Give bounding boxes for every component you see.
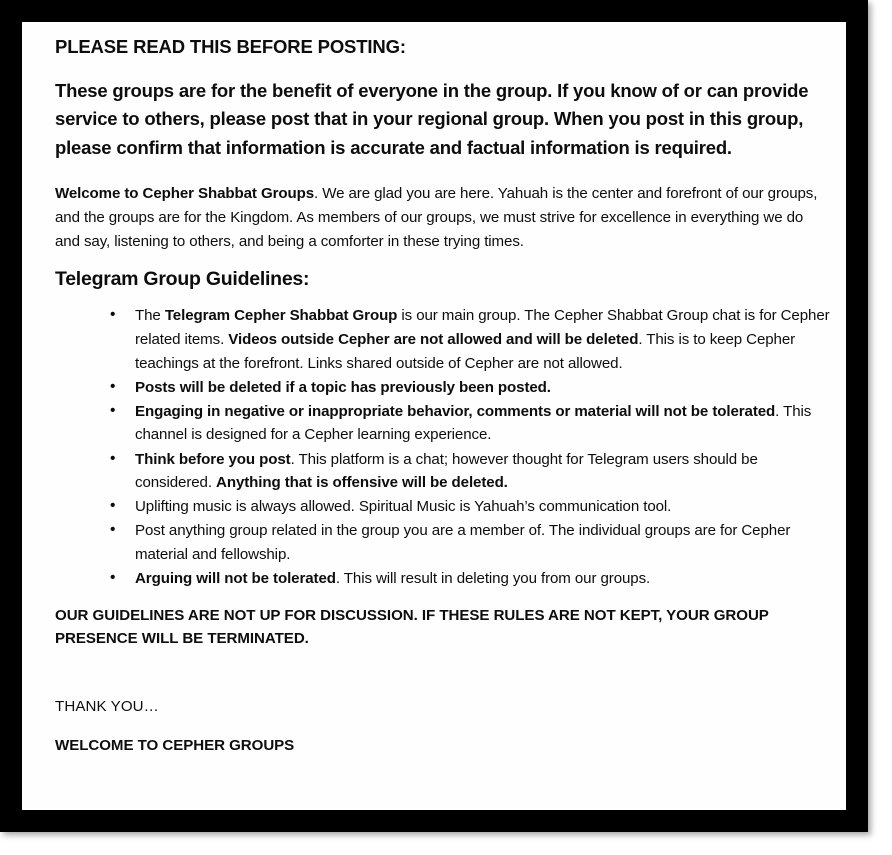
guideline-plain: . This will result in deleting you from our groups. bbox=[335, 570, 651, 588]
guideline-item-text bbox=[135, 403, 811, 444]
guideline-emphasis: Arguing will not be tolerated bbox=[135, 570, 336, 588]
welcome-paragraph-rest: . We are glad you are here. Yahuah is the center and forefront of our groups, and the groups are for the Kingdom. As members of our groups, we must strive for excellence in everything we do and say, listening to others, and being a comforter in these trying times. bbox=[55, 184, 818, 250]
bullet-point-icon: • bbox=[110, 569, 116, 587]
guideline-plain: . This platform is a chat; however thought for Telegram users should be considered. bbox=[135, 450, 758, 492]
bullet-point-icon: • bbox=[110, 306, 116, 324]
lead-heading: PLEASE READ THIS BEFORE POSTING: bbox=[55, 36, 406, 57]
document-content bbox=[55, 35, 835, 758]
guideline-item-text bbox=[135, 498, 671, 515]
guideline-item-text bbox=[135, 522, 790, 563]
guideline-item-text bbox=[135, 451, 758, 492]
guideline-item bbox=[55, 400, 835, 447]
guideline-item bbox=[55, 448, 835, 495]
bullet-point-icon: • bbox=[110, 449, 116, 467]
guideline-plain: Uplifting music is always allowed. Spiritual Music is Yahuah’s communication tool. bbox=[135, 498, 672, 516]
guideline-item bbox=[55, 495, 835, 519]
guideline-emphasis: Telegram Cepher Shabbat Group bbox=[164, 307, 398, 325]
guideline-plain: The bbox=[135, 307, 165, 325]
guideline-item bbox=[55, 304, 835, 375]
thank-you-line: THANK YOU… bbox=[55, 697, 159, 715]
welcome-paragraph bbox=[55, 182, 830, 254]
paragraph-spacer bbox=[55, 651, 835, 695]
guideline-item bbox=[55, 376, 835, 400]
guideline-item-text bbox=[135, 379, 551, 396]
document-page bbox=[22, 22, 846, 810]
guideline-plain: . This is to keep Cepher teachings at the forefront. Links shared outside of Cepher are not allowed. bbox=[135, 331, 796, 372]
guideline-item bbox=[55, 519, 835, 566]
bullet-point-icon: • bbox=[110, 497, 116, 515]
welcome-paragraph-bold-lead: Welcome to Cepher Shabbat Groups bbox=[55, 184, 315, 202]
guideline-emphasis: Posts will be deleted if a topic has previously been posted. bbox=[135, 378, 551, 396]
guidelines-list bbox=[55, 304, 835, 590]
guideline-emphasis: Videos outside Cepher are not allowed and will be deleted bbox=[228, 331, 639, 349]
guideline-plain: Post anything group related in the group you are a member of. The individual groups are for Cepher material and fellowship. bbox=[135, 522, 791, 564]
bullet-point-icon: • bbox=[110, 401, 116, 419]
section-heading-telegram-guidelines: Telegram Group Guidelines: bbox=[55, 268, 310, 291]
guideline-item bbox=[55, 567, 835, 591]
guideline-item-text bbox=[135, 570, 650, 587]
guideline-emphasis: Engaging in negative or inappropriate behavior, comments or material will not be tolerated bbox=[135, 402, 776, 420]
closing-paragraph: OUR GUIDELINES ARE NOT UP FOR DISCUSSION. IF THESE RULES ARE NOT KEPT, YOUR GROUP PRESENCE WILL BE TERMINATED. bbox=[55, 606, 769, 648]
welcome-footer-line: WELCOME TO CEPHER GROUPS bbox=[55, 737, 295, 755]
guideline-item-text bbox=[135, 307, 830, 371]
intro-paragraph: These groups are for the benefit of everyone in the group. If you know of or can provide service to others, please post that in your regional group. When you post in this group, please confirm that information is accurate and factual information is required. bbox=[55, 80, 809, 158]
guideline-emphasis: Anything that is offensive will be deleted. bbox=[216, 474, 508, 492]
guideline-plain: . This channel is designed for a Cepher learning experience. bbox=[135, 402, 812, 444]
bullet-point-icon: • bbox=[110, 377, 116, 395]
bullet-point-icon: • bbox=[110, 521, 116, 539]
guideline-plain: is our main group. The Cepher Shabbat Group chat is for Cepher related items. bbox=[135, 307, 830, 349]
guideline-emphasis: Think before you post bbox=[135, 450, 291, 468]
